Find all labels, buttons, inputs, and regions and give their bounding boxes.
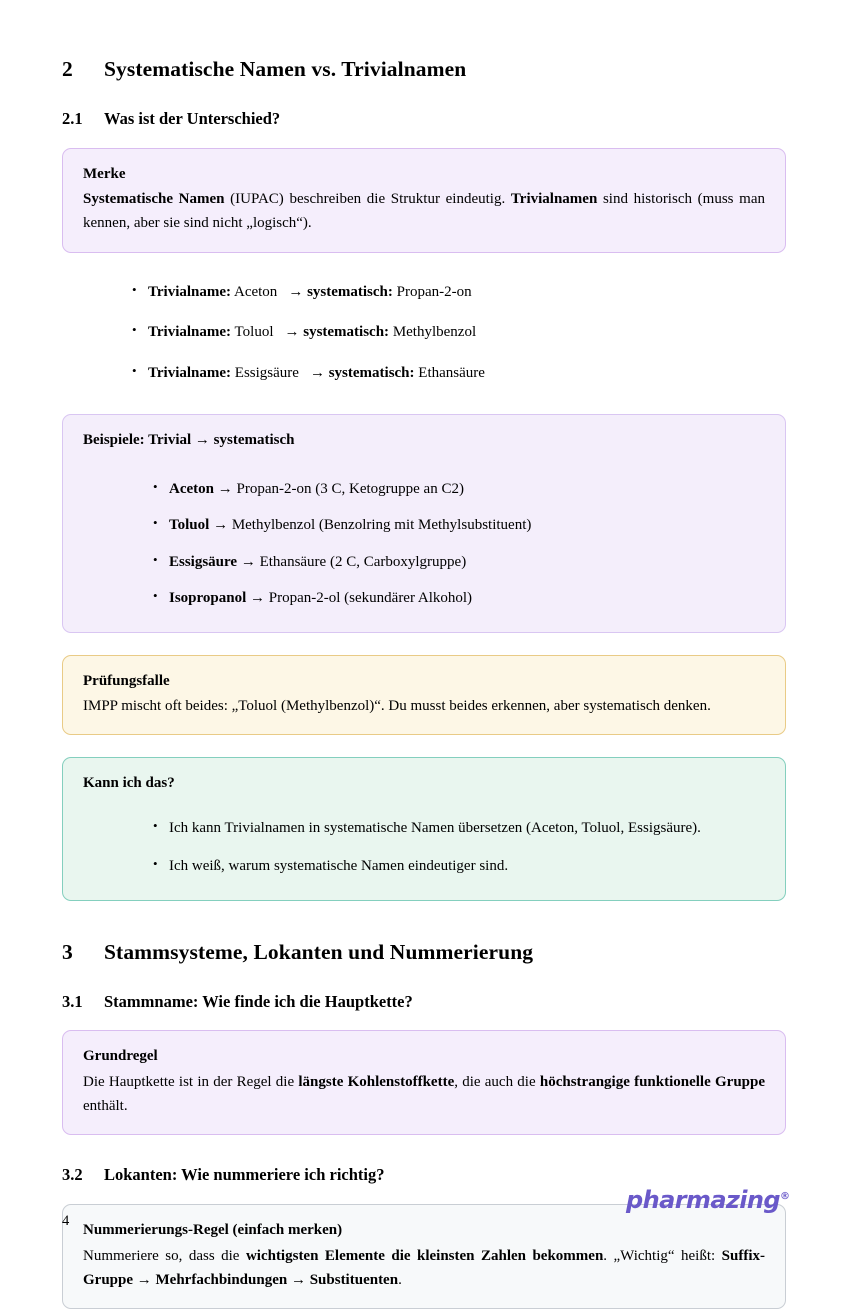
arrow-icon: → (288, 283, 304, 300)
trivialname-label: Trivialname: (148, 324, 232, 341)
subsection-title: Lokanten: Wie nummeriere ich richtig? (104, 1165, 385, 1185)
beispiel-name: Essigsäure (169, 553, 238, 570)
grundregel-box-title: Grundregel (83, 1048, 158, 1065)
systematisch-label: systematisch: (303, 324, 390, 341)
grundregel-emphasis-2: höchstrangige funktionelle Gruppe (539, 1073, 765, 1090)
systematisch-value: Ethansäure (418, 364, 485, 381)
beispiel-detail: Propan-2-ol (sekundärer Alkohol) (265, 590, 473, 607)
grundregel-text-1: Die Hauptkette ist in der Regel die (83, 1073, 299, 1090)
beispiel-detail: Propan-2-on (3 C, Ketogruppe an C2) (232, 480, 464, 497)
trivialname-value: Aceton (233, 283, 278, 300)
merke-body-text-1: (IUPAC) beschreiben die Struktur eindeutig. (224, 191, 511, 207)
kann-ich-das-list (151, 817, 765, 878)
beispiel-detail: Methylbenzol (Benzolring mit Methylsubstituent) (228, 517, 532, 534)
subsection-title: Stammname: Wie finde ich die Hauptkette? (104, 991, 413, 1011)
nummerierung-text-2: . „Wichtig“ heißt: (603, 1247, 722, 1264)
section-heading-3 (62, 939, 786, 966)
subsection-number: 2.1 (62, 108, 83, 128)
nummerierung-text-1: Nummeriere so, dass die (83, 1247, 246, 1264)
systematisch-value: Propan-2-on (396, 283, 472, 300)
list-item: • Ich kann Trivialnamen in systematische Namen übersetzen (Aceton, Toluol, Essigsäure). (151, 817, 765, 840)
nummerierung-emphasis-1: wichtigsten Elemente die kleinsten Zahlen bekommen (245, 1247, 604, 1264)
subsection-heading-2-1 (62, 109, 786, 130)
page-footer (0, 1150, 858, 1270)
nummerierungs-regel-box-title: Nummerierungs-Regel (einfach merken) (83, 1222, 343, 1239)
pruefungsfalle-box-title: Prüfungsfalle (83, 672, 170, 689)
beispiel-name: Aceton (169, 480, 214, 497)
pruefungsfalle-callout-box (62, 655, 786, 736)
beispiele-box-title: Beispiele: Trivial → systematisch (83, 432, 295, 449)
merke-box-title: Merke (83, 165, 126, 182)
section-number: 3 (62, 939, 73, 964)
beispiel-name: Toluol (169, 517, 210, 534)
section-title: Systematische Namen vs. Trivialnamen (104, 57, 467, 81)
trivialname-label: Trivialname: (148, 283, 232, 300)
list-item: • Ich weiß, warum systematische Namen eindeutiger sind. (151, 855, 765, 878)
subsection-title: Was ist der Unterschied? (104, 108, 281, 128)
systematisch-label: systematisch: (307, 283, 393, 300)
section-number: 2 (62, 57, 73, 81)
list-item (151, 478, 765, 501)
list-item (151, 514, 765, 537)
beispiel-detail: Ethansäure (2 C, Carboxylgruppe) (255, 553, 467, 570)
arrow-icon: → (213, 517, 229, 534)
merke-box-body (83, 187, 765, 236)
arrow-icon: → (309, 364, 325, 381)
list-item (130, 362, 786, 385)
systematisch-value: Methylbenzol (392, 324, 477, 341)
page-number: 4 (62, 1212, 70, 1229)
subsection-number: 3.1 (62, 991, 83, 1011)
nummerierung-emphasis-2: Suffix-Gruppe → Mehrfachbindungen → Substituenten (83, 1247, 765, 1288)
merke-emphasis-systematische-namen: Systematische Namen (83, 191, 225, 207)
page-content (62, 48, 786, 1309)
grundregel-callout-box (62, 1030, 786, 1135)
list-item (130, 321, 786, 344)
beispiel-name: Isopropanol (169, 590, 247, 607)
pharmazing-logo (626, 1188, 790, 1212)
trivialname-list (130, 281, 786, 385)
list-item (130, 281, 786, 304)
beispiele-callout-box (62, 414, 786, 633)
beispiele-list (151, 478, 765, 610)
arrow-icon: → (240, 553, 256, 570)
merke-body-text-2: sind historisch (muss man kennen, aber sie sind nicht „logisch“). (83, 191, 765, 232)
subsection-heading-3-1 (62, 992, 786, 1013)
list-item (151, 587, 765, 610)
kann-ich-das-box-title: Kann ich das? (83, 775, 175, 792)
arrow-icon: → (250, 590, 266, 607)
trivialname-value: Toluol (234, 324, 274, 341)
arrow-icon: → (284, 324, 300, 341)
brand-name: pharmazing (626, 1186, 780, 1214)
kann-ich-das-callout-box (62, 757, 786, 901)
merke-emphasis-trivialnamen: Trivialnamen (510, 191, 598, 207)
arrow-icon: → (217, 480, 233, 497)
trivialname-label: Trivialname: (148, 364, 232, 381)
subsection-number: 3.2 (62, 1165, 83, 1185)
list-item (151, 551, 765, 574)
grundregel-emphasis-1: längste Kohlenstoffkette (298, 1073, 455, 1090)
trivialname-value: Essigsäure (234, 364, 299, 381)
section-title: Stammsysteme, Lokanten und Nummerierung (104, 939, 534, 964)
section-heading-2 (62, 56, 786, 83)
registered-trademark-icon: ® (780, 1191, 790, 1202)
grundregel-box-body (83, 1070, 765, 1119)
merke-callout-box (62, 148, 786, 253)
pruefungsfalle-box-body: IMPP mischt oft beides: „Toluol (Methylbenzol)“. Du musst beides erkennen, aber systematisch denken. (83, 698, 711, 715)
grundregel-text-2: , die auch die (454, 1073, 540, 1090)
grundregel-text-3: enthält. (83, 1098, 128, 1115)
systematisch-label: systematisch: (328, 364, 415, 381)
nummerierung-text-3: . (398, 1271, 402, 1288)
